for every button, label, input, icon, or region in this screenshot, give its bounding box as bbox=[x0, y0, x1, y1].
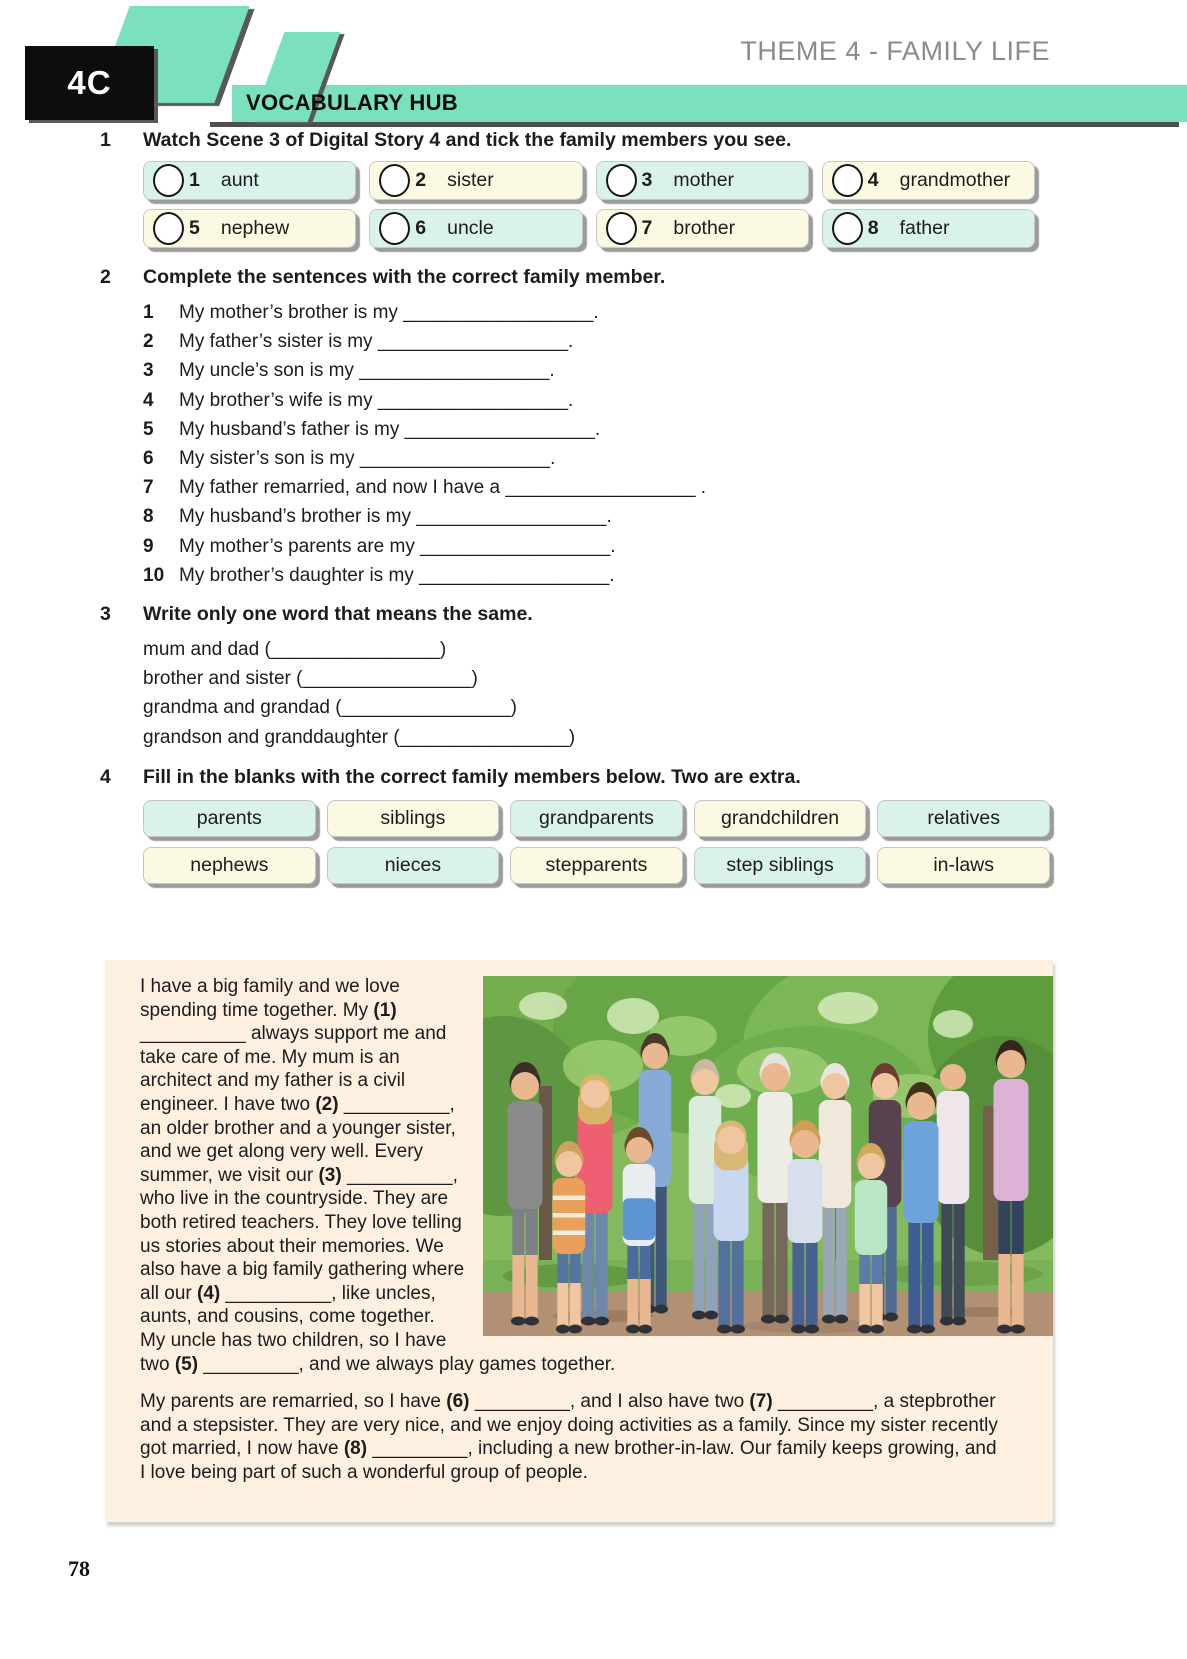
passage-segment: I have a big family and we love spending time together. My bbox=[140, 976, 400, 1021]
word-bank-label: relatives bbox=[927, 807, 1000, 829]
sentence-text: My sister’s son is my __________________. bbox=[179, 448, 556, 470]
option-number: 6 bbox=[415, 217, 427, 239]
word-bank-item bbox=[510, 847, 683, 884]
exercise-2 bbox=[100, 265, 1053, 590]
passage-segment: __________, who live in the countryside. They are both retired teachers. They love telling us stories about their memories. We also have a big family gathering where all our bbox=[140, 1164, 465, 1304]
passage-panel bbox=[105, 960, 1053, 1522]
word-bank-item bbox=[327, 847, 500, 884]
tick-circle[interactable] bbox=[832, 212, 863, 245]
blank-number: (6) bbox=[446, 1391, 470, 1413]
word-bank-row bbox=[143, 800, 1050, 837]
word-bank-label: in-laws bbox=[933, 854, 995, 876]
word-bank-item bbox=[694, 800, 867, 837]
option-number: 5 bbox=[189, 217, 200, 239]
exercise-instruction: Write only one word that means the same. bbox=[143, 603, 533, 625]
sentence-text: My mother’s brother is my __________________. bbox=[179, 302, 599, 323]
sentence-text: My mother’s parents are my __________________. bbox=[179, 535, 616, 557]
exercise-instruction: Complete the sentences with the correct family member. bbox=[143, 266, 666, 288]
sentence-number: 1 bbox=[143, 302, 154, 323]
sentence-item bbox=[143, 415, 1053, 444]
passage-segment: __________, like uncles, aunts, and cousins, come together. My uncle has two children, so I have two bbox=[140, 1282, 447, 1375]
option-number: 3 bbox=[641, 169, 653, 191]
option-label: nephew bbox=[220, 217, 290, 239]
word-bank-item bbox=[877, 800, 1050, 837]
word-bank-row bbox=[143, 847, 1050, 884]
synonym-list bbox=[143, 635, 1053, 752]
synonym-item: mum and dad (________________) bbox=[143, 639, 447, 660]
unit-code: 4C bbox=[67, 64, 112, 101]
synonym-item: grandson and granddaughter (________________) bbox=[143, 726, 576, 748]
word-bank-item bbox=[143, 800, 316, 837]
word-bank-label: siblings bbox=[380, 807, 446, 829]
word-bank-item bbox=[694, 847, 867, 884]
sentence-number: 2 bbox=[143, 331, 154, 353]
sentence-number: 4 bbox=[143, 389, 154, 411]
exercise-1 bbox=[100, 128, 1053, 248]
option-label: grandmother bbox=[899, 169, 1011, 191]
option-number: 1 bbox=[189, 169, 200, 191]
sentence-text: My father remarried, and now I have a __________________ . bbox=[179, 477, 707, 499]
option-label: brother bbox=[673, 217, 736, 239]
sentence-item bbox=[143, 502, 1053, 531]
sentence-item bbox=[143, 473, 1053, 502]
sentence-number: 7 bbox=[143, 477, 154, 499]
word-bank-label: nephews bbox=[190, 854, 269, 876]
option-label: aunt bbox=[220, 169, 259, 191]
blank-number: (5) bbox=[174, 1353, 199, 1375]
sentence-number: 10 bbox=[143, 564, 165, 586]
family-photo bbox=[483, 976, 1053, 1336]
tick-circle[interactable] bbox=[832, 164, 863, 197]
word-bank bbox=[143, 800, 1050, 884]
sentence-number: 9 bbox=[143, 535, 154, 557]
option-box-nephew bbox=[143, 209, 356, 248]
exercise-number: 1 bbox=[100, 129, 111, 151]
exercise-instruction: Watch Scene 3 of Digital Story 4 and tick the family members you see. bbox=[143, 129, 792, 151]
option-label: sister bbox=[447, 169, 494, 191]
option-box-father bbox=[822, 209, 1035, 248]
option-box-sister bbox=[369, 161, 582, 200]
passage-segment: _________, and I also have two bbox=[469, 1391, 750, 1413]
sentence-number: 5 bbox=[143, 418, 154, 440]
word-bank-item bbox=[877, 847, 1050, 884]
blank-number: (2) bbox=[315, 1093, 339, 1115]
blank-number: (8) bbox=[343, 1438, 368, 1460]
blank-number: (1) bbox=[373, 999, 397, 1021]
passage-segment: My parents are remarried, so I have bbox=[140, 1391, 447, 1413]
passage-segment: _________, and we always play games together. bbox=[198, 1353, 616, 1375]
theme-label: THEME 4 - FAMILY LIFE bbox=[740, 36, 1050, 66]
word-bank-item bbox=[510, 800, 683, 837]
sentence-item bbox=[143, 444, 1053, 473]
exercise-instruction: Fill in the blanks with the correct family members below. Two are extra. bbox=[143, 766, 801, 788]
option-number: 8 bbox=[867, 217, 879, 239]
option-number: 7 bbox=[641, 217, 653, 239]
tick-circle[interactable] bbox=[379, 164, 410, 197]
option-box-mother bbox=[596, 161, 809, 200]
word-bank-label: parents bbox=[196, 807, 262, 829]
word-bank-label: step siblings bbox=[726, 854, 834, 876]
exercise-number: 2 bbox=[100, 266, 111, 288]
sentence-text: My uncle’s son is my __________________. bbox=[179, 360, 555, 382]
sentence-item bbox=[143, 561, 1053, 590]
tick-circle[interactable] bbox=[153, 212, 184, 245]
word-bank-item bbox=[327, 800, 500, 837]
word-bank-label: grandchildren bbox=[720, 807, 840, 829]
page-number: 78 bbox=[68, 1556, 90, 1581]
tick-circle[interactable] bbox=[379, 212, 410, 245]
section-title: VOCABULARY HUB bbox=[246, 90, 458, 115]
exercise-3 bbox=[100, 602, 1053, 752]
sentence-text: My brother’s wife is my __________________. bbox=[179, 389, 574, 411]
sentence-number: 8 bbox=[143, 506, 154, 528]
option-label: mother bbox=[673, 169, 735, 191]
option-number: 2 bbox=[415, 169, 427, 191]
option-number: 4 bbox=[867, 169, 879, 191]
unit-code-badge bbox=[25, 46, 154, 120]
option-label: uncle bbox=[447, 217, 494, 239]
exercise-number: 3 bbox=[100, 603, 111, 625]
sentence-item bbox=[143, 386, 1053, 415]
synonym-item: brother and sister (________________) bbox=[143, 668, 478, 690]
word-bank-label: grandparents bbox=[539, 807, 654, 829]
blank-number: (7) bbox=[749, 1391, 773, 1413]
sentence-list bbox=[100, 298, 1053, 590]
sentence-item bbox=[143, 298, 1053, 327]
passage-segment: __________, an older brother and a younger sister, and we get along very well. Every summer, we visit our bbox=[140, 1093, 456, 1186]
tick-circle[interactable] bbox=[153, 164, 184, 197]
word-bank-label: nieces bbox=[384, 854, 442, 876]
sentence-text: My brother’s daughter is my __________________. bbox=[179, 564, 615, 586]
option-grid bbox=[143, 161, 1035, 248]
word-bank-item bbox=[143, 847, 316, 884]
sentence-number: 6 bbox=[143, 448, 154, 470]
sentence-text: My father’s sister is my __________________. bbox=[179, 331, 574, 353]
passage-segment: _________, including a new brother-in-law. Our family keeps growing, and I love being part of such a wonderful group of people. bbox=[140, 1438, 997, 1483]
passage-paragraph bbox=[140, 1390, 1003, 1484]
exercise-4 bbox=[100, 765, 1053, 884]
sentence-number: 3 bbox=[143, 360, 154, 382]
tick-circle[interactable] bbox=[606, 212, 637, 245]
option-box-aunt bbox=[143, 161, 356, 200]
sentence-text: My husband’s father is my __________________. bbox=[179, 418, 601, 440]
option-label: father bbox=[899, 217, 950, 239]
option-box-brother bbox=[596, 209, 809, 248]
word-bank-label: stepparents bbox=[545, 854, 648, 876]
option-box-uncle bbox=[369, 209, 582, 248]
option-box-grandmother bbox=[822, 161, 1035, 200]
synonym-item: grandma and grandad (________________) bbox=[143, 697, 517, 719]
blank-number: (4) bbox=[197, 1282, 221, 1304]
exercise-number: 4 bbox=[100, 766, 111, 788]
sentence-text: My husband’s brother is my __________________. bbox=[179, 506, 612, 528]
blank-number: (3) bbox=[318, 1164, 342, 1186]
passage-segment: __________ always support me and take care of me. My mum is an architect and my father is a civil engineer. I have two bbox=[140, 1023, 447, 1115]
tick-circle[interactable] bbox=[606, 164, 637, 197]
sentence-item bbox=[143, 532, 1053, 561]
sentence-item bbox=[143, 356, 1053, 385]
passage-segment: _________, a stepbrother and a stepsister. They are very nice, and we enjoy doing activities as a family. Since my sister recently got married, I now have bbox=[140, 1391, 998, 1460]
sentence-item bbox=[143, 327, 1053, 356]
